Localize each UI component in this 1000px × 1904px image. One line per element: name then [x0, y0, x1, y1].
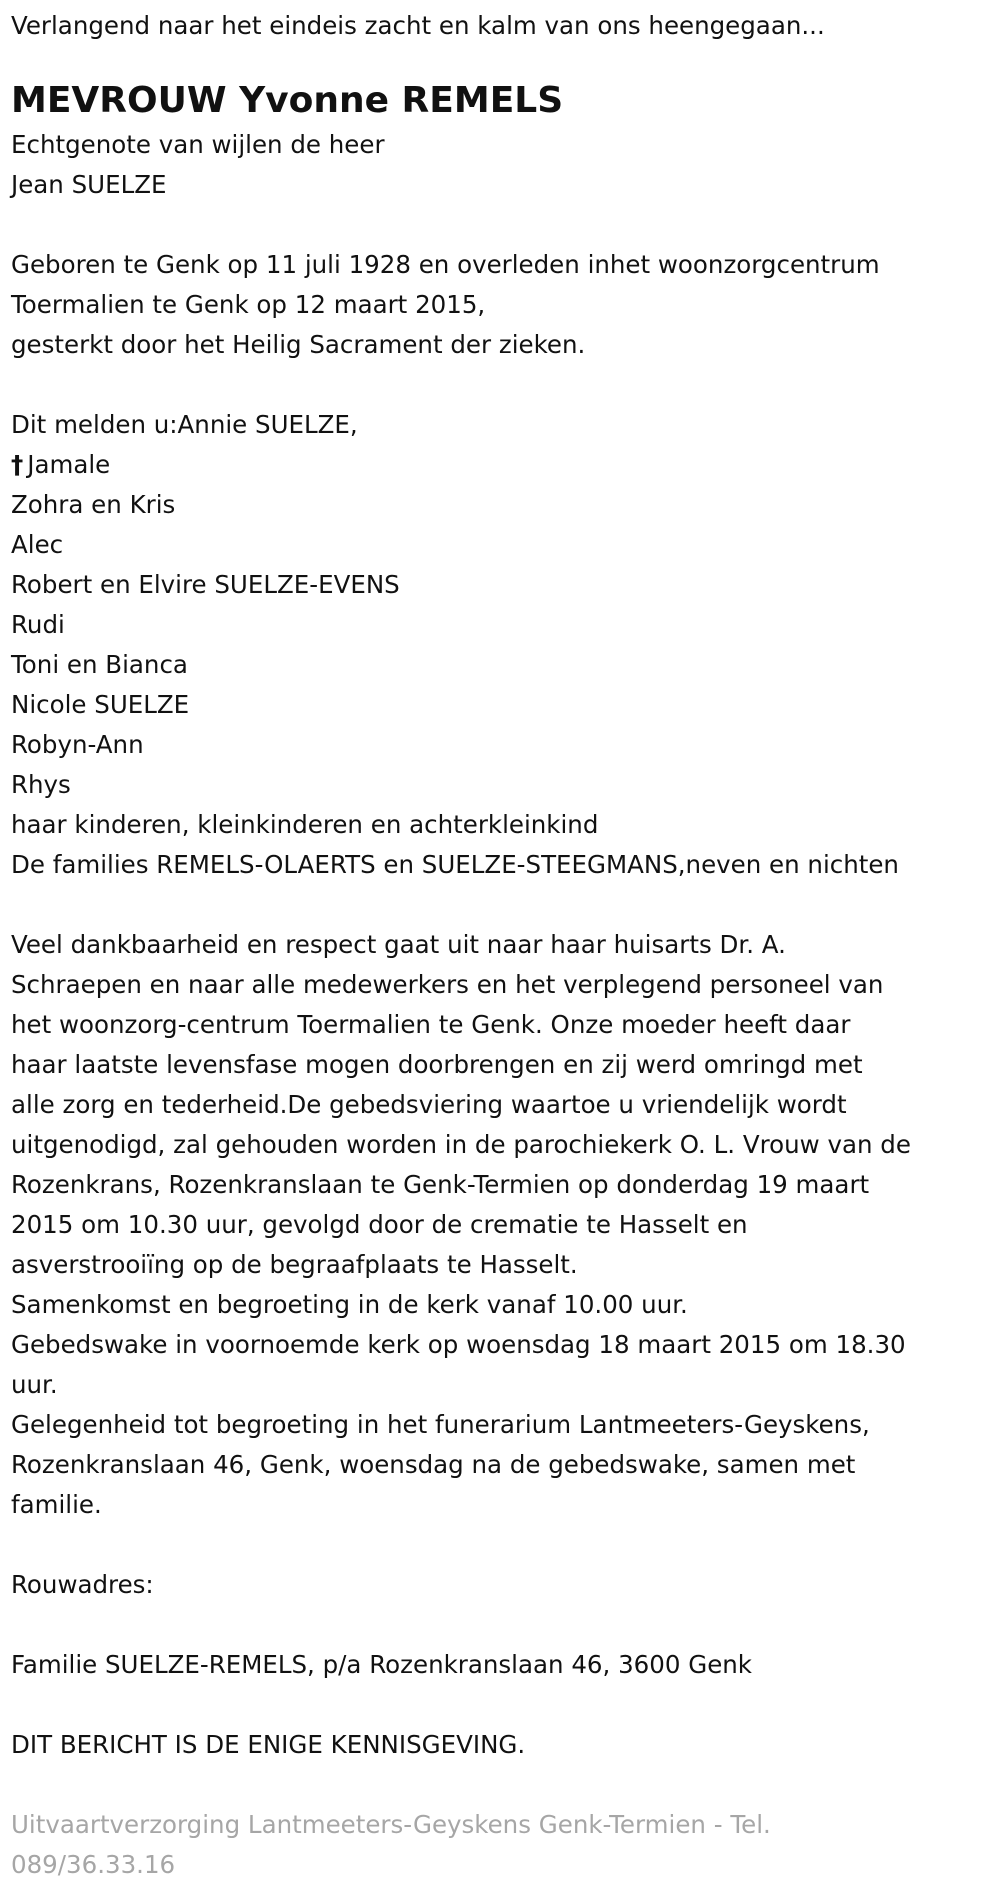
family-member: Robert en Elvire SUELZE-EVENS: [11, 570, 400, 599]
paragraph-line: Rozenkranslaan 46, Genk, woensdag na de gebedswake, samen met: [11, 1450, 856, 1479]
family-summary: De families REMELS-OLAERTS en SUELZE-STEEGMANS,neven en nichten: [11, 850, 899, 879]
intro-text: Verlangend naar het eindeis zacht en kalm van ons heengegaan...: [11, 11, 825, 40]
spacer: [11, 1525, 985, 1565]
paragraph-line: familie.: [11, 1490, 102, 1519]
funeral-home-footer-line-1: Uitvaartverzorging Lantmeeters-Geyskens Genk-Termien - Tel.: [11, 1810, 771, 1839]
family-member: Zohra en Kris: [11, 490, 176, 519]
paragraph-line: Gelegenheid tot begroeting in het funerarium Lantmeeters-Geyskens,: [11, 1410, 870, 1439]
family-member: Alec: [11, 530, 64, 559]
spouse-line-2: Jean SUELZE: [11, 170, 167, 199]
thanks-and-ceremony-paragraph: [11, 925, 985, 1525]
paragraph-line: Samenkomst en begroeting in de kerk vanaf 10.00 uur.: [11, 1290, 688, 1319]
paragraph-line: asverstrooiïng op de begraafplaats te Hasselt.: [11, 1250, 578, 1279]
spacer: [11, 365, 985, 405]
paragraph-line: 2015 om 10.30 uur, gevolgd door de crematie te Hasselt en: [11, 1210, 748, 1239]
announcement-line: Dit melden u:Annie SUELZE,: [11, 410, 358, 439]
paragraph-line: Rozenkrans, Rozenkranslaan te Genk-Termien op donderdag 19 maart: [11, 1170, 870, 1199]
family-member: Toni en Bianca: [11, 650, 188, 679]
paragraph-line: Schraepen en naar alle medewerkers en het verplegend personeel van: [11, 970, 884, 999]
spouse-line-1: Echtgenote van wijlen de heer: [11, 130, 385, 159]
rouwadres-label: Rouwadres:: [11, 1570, 154, 1599]
birth-line-1: Geboren te Genk op 11 juli 1928 en overleden inhet woonzorgcentrum: [11, 250, 880, 279]
paragraph-line: het woonzorg-centrum Toermalien te Genk. Onze moeder heeft daar: [11, 1010, 851, 1039]
paragraph-line: haar laatste levensfase mogen doorbrengen en zij werd omringd met: [11, 1050, 863, 1079]
family-summary: haar kinderen, kleinkinderen en achterkleinkind: [11, 810, 599, 839]
family-member: Rhys: [11, 770, 71, 799]
family-member: Robyn-Ann: [11, 730, 144, 759]
sole-notice: DIT BERICHT IS DE ENIGE KENNISGEVING.: [11, 1730, 526, 1759]
birth-line-3: gesterkt door het Heilig Sacrament der zieken.: [11, 330, 586, 359]
paragraph-line: uitgenodigd, zal gehouden worden in de parochiekerk O. L. Vrouw van de: [11, 1130, 911, 1159]
paragraph-line: Gebedswake in voornoemde kerk op woensdag 18 maart 2015 om 18.30: [11, 1330, 906, 1359]
birth-line-2: Toermalien te Genk op 12 maart 2015,: [11, 290, 486, 319]
spacer: [11, 205, 985, 245]
deceased-name: MEVROUW Yvonne REMELS: [11, 80, 564, 121]
spacer: [11, 1765, 985, 1805]
paragraph-line: alle zorg en tederheid.De gebedsviering waartoe u vriendelijk wordt: [11, 1090, 847, 1119]
spacer: [11, 1605, 985, 1645]
family-member-deceased: [11, 445, 985, 485]
mourning-address: Familie SUELZE-REMELS, p/a Rozenkranslaan 46, 3600 Genk: [11, 1650, 752, 1679]
family-member: Nicole SUELZE: [11, 690, 190, 719]
funeral-home-footer-line-2: 089/36.33.16: [11, 1850, 176, 1879]
cross-icon: †: [11, 450, 24, 479]
paragraph-line: uur.: [11, 1370, 58, 1399]
spacer: [11, 1685, 985, 1725]
paragraph-line: Veel dankbaarheid en respect gaat uit naar haar huisarts Dr. A.: [11, 930, 786, 959]
family-member: Rudi: [11, 610, 65, 639]
family-member-name: Jamale: [27, 450, 111, 479]
spacer: [11, 885, 985, 925]
